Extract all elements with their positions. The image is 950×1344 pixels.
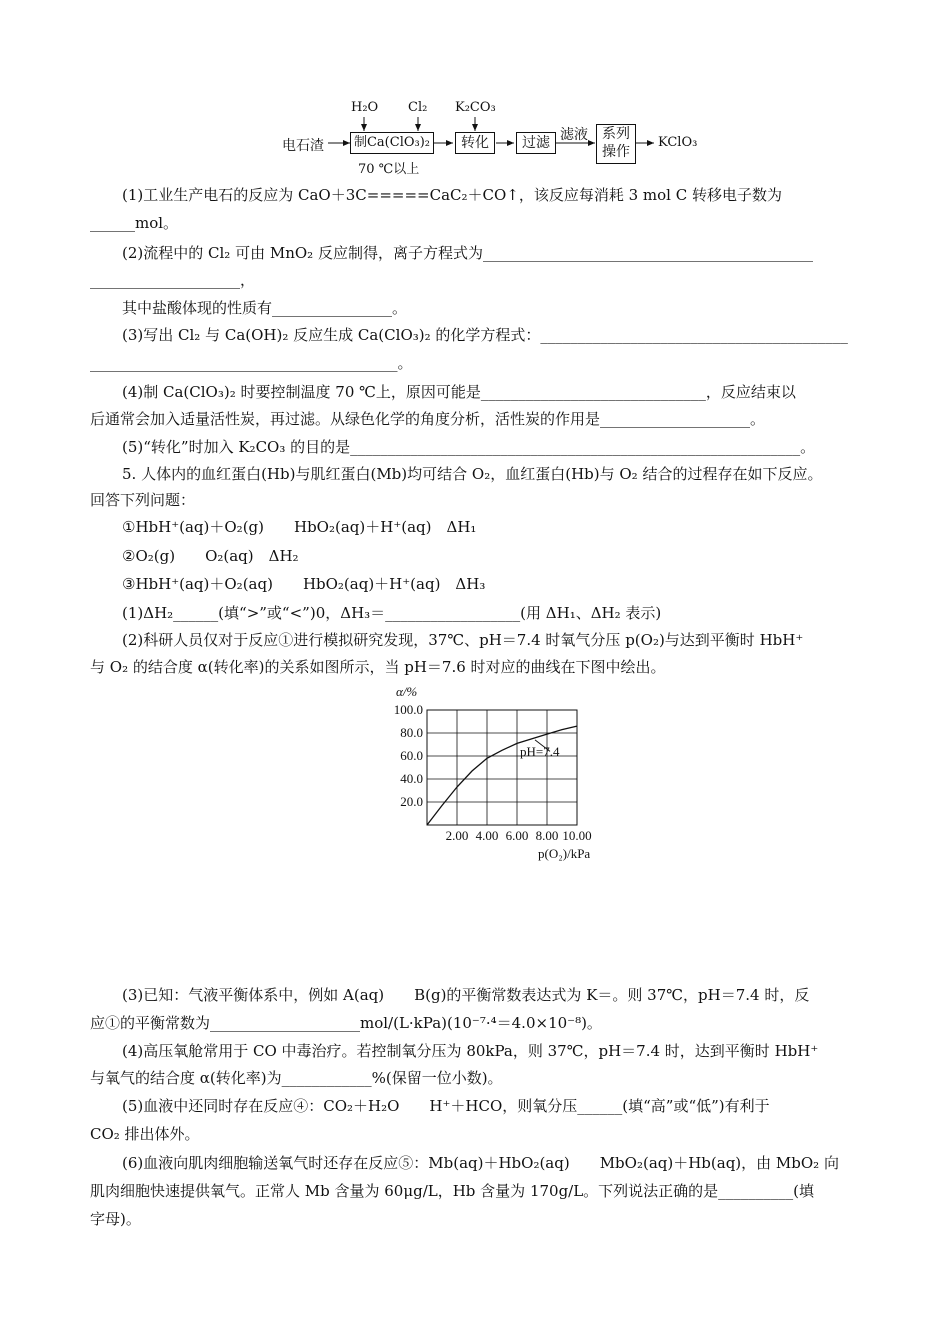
q4-part2: (2)流程中的 Cl₂ 可由 MnO₂ 反应制得，离子方程式为____________________________________________ [122,244,813,262]
q5-intro-cont: 回答下列问题： [90,491,196,509]
chart-y-label: α/% [396,684,418,699]
q5-intro: 5. 人体内的血红蛋白(Hb)与肌红蛋白(Mb)均可结合 O₂，血红蛋白(Hb)与 O₂ 结合的过程存在如下反应。 [122,465,823,483]
flow-input-water: H₂O [351,100,379,115]
q4-part5: (5)“转化”时加入 K₂CO₃ 的目的是____________________________________________________________。 [122,438,816,456]
flow-step-filter: 过滤 [516,132,556,154]
flow-step-convert: 转化 [455,132,495,154]
chart-series-line [427,726,577,825]
q5-part4: (4)高压氧舱常用于 CO 中毒治疗。若控制氧分压为 80kPa，则 37℃，pH＝7.4 时，达到平衡时 HbH⁺ [122,1042,819,1060]
chart-grid [427,710,577,825]
flow-step-series-line2: 操作 [602,144,630,160]
flow-filtrate: 滤液 [560,127,588,143]
flow-step-make: 制Ca(ClO₃)₂ [350,132,434,154]
q4-part3-cont: _________________________________________。 [90,354,413,372]
chart-frame [427,710,577,825]
q4-part4: (4)制 Ca(ClO₃)₂ 时要控制温度 70 ℃上，原因可能是______________________________，反应结束以 [122,383,796,401]
q5-part6: (6)血液向肌肉细胞输送氧气时还存在反应⑤：Mb(aq)＋HbO₂(aq) MbO₂(aq)＋Hb(aq)，由 MbO₂ 向 [122,1154,839,1172]
q5-part3: (3)已知：气液平衡体系中，例如 A(aq) B(g)的平衡常数表达式为 K＝。则 37℃，pH＝7.4 时，反 [122,986,810,1004]
q5-part6-cont: 肌肉细胞快速提供氧气。正常人 Mb 含量为 60μg/L，Hb 含量为 170g/L。下列说法正确的是__________(填 [90,1182,815,1200]
chart-y-tick: 40.0 [400,771,423,786]
chart-y-tick: 80.0 [400,725,423,740]
q5-part5-cont: CO₂ 排出体外。 [90,1125,200,1143]
q5-part6-end: 字母)。 [90,1210,141,1228]
q4-part1-cont: ______mol。 [90,214,179,232]
q5-part5: (5)血液中还同时存在反应④：CO₂＋H₂O H⁺＋HCO，则氧分压______(填“高”或“低”)有利于 [122,1097,770,1115]
flow-input-chlorine: Cl₂ [408,100,428,115]
chart-marks [394,702,592,843]
chart-y-tick: 100.0 [393,702,423,717]
q5-reaction-2: ②O₂(g) O₂(aq) ΔH₂ [122,547,299,565]
q5-part1: (1)ΔH₂______(填“>”或“<”)0，ΔH₃＝__________________(用 ΔH₁、ΔH₂ 表示) [122,604,662,622]
chart-x-tick: 10.00 [562,828,592,843]
q4-part4-cont: 后通常会加入适量活性炭，再过滤。从绿色化学的角度分析，活性炭的作用是____________________。 [90,410,766,428]
alpha-pressure-chart [370,680,610,865]
chart-x-tick: 8.00 [535,828,559,843]
flow-input-k2co3: K₂CO₃ [455,100,496,115]
q4-part2-property: 其中盐酸体现的性质有________________。 [122,299,408,317]
flow-step-series-line1: 系列 [602,126,630,142]
chart-x-label: p(O₂)/kPa [538,846,591,861]
chart-y-tick: 20.0 [400,794,423,809]
q5-part2: (2)科研人员仅对于反应①进行模拟研究发现，37℃、pH＝7.4 时氧气分压 p(O₂)与达到平衡时 HbH⁺ [122,631,804,649]
q5-reaction-1: ①HbH⁺(aq)＋O₂(g) HbO₂(aq)＋H⁺(aq) ΔH₁ [122,518,477,536]
chart-x-tick: 2.00 [445,828,469,843]
q5-part2-cont: 与 O₂ 的结合度 α(转化率)的关系如图所示，当 pH＝7.6 时对应的曲线在下图中绘出。 [90,658,666,676]
q4-part1: (1)工业生产电石的反应为 CaO＋3C=====CaC₂＋CO↑，该反应每消耗 3 mol C 转移电子数为 [122,186,782,204]
chart-y-tick: 60.0 [400,748,423,763]
q4-part3: (3)写出 Cl₂ 与 Ca(OH)₂ 反应生成 Ca(ClO₃)₂ 的化学方程式：_________________________________________ [122,326,848,344]
q5-part3-cont: 应①的平衡常数为____________________mol/(L·kPa)(10⁻⁷·⁴＝4.0×10⁻⁸)。 [90,1014,602,1032]
chart-x-tick: 4.00 [475,828,499,843]
chart-x-tick: 6.00 [505,828,529,843]
flow-condition: 70 ℃以上 [358,162,420,177]
flow-start: 电石渣 [282,138,324,154]
flow-step-series [596,124,636,164]
q5-part4-cont: 与氧气的结合度 α(转化率)为____________%(保留一位小数)。 [90,1069,503,1087]
chart-annotation: pH=7.4 [520,744,560,759]
flow-product: KClO₃ [658,135,698,150]
q5-reaction-3: ③HbH⁺(aq)＋O₂(aq) HbO₂(aq)＋H⁺(aq) ΔH₃ [122,575,486,593]
q4-part2-cont: ____________________， [90,271,256,289]
